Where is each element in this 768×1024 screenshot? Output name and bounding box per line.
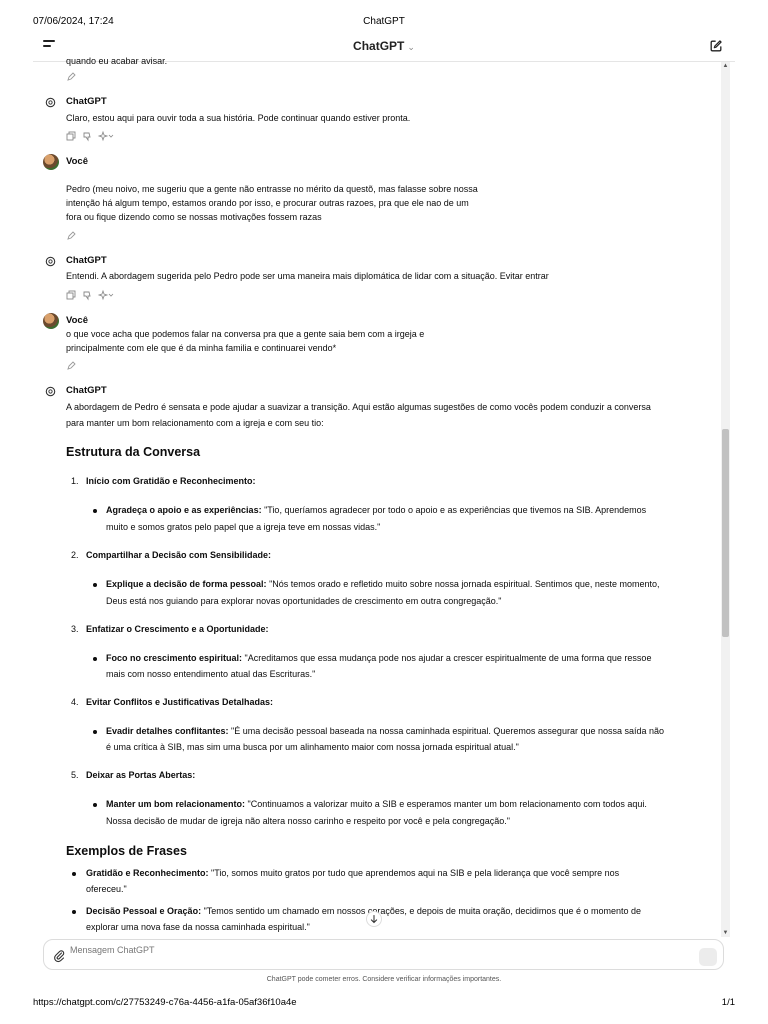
- example-bullet-line: [86, 903, 641, 920]
- section-heading: Estrutura da Conversa: [66, 445, 201, 459]
- bullet-dot: [93, 583, 97, 587]
- scrollbar-thumb[interactable]: [722, 429, 729, 637]
- step-number: 2.: [71, 550, 79, 560]
- bullet-bold: Gratidão e Reconhecimento:: [86, 868, 209, 878]
- example-bullet-line: ofereceu.": [86, 884, 127, 894]
- example-bullet-line: [86, 865, 619, 882]
- user-avatar: [43, 313, 59, 329]
- edit-message-icon[interactable]: [66, 361, 76, 371]
- attach-paperclip-icon[interactable]: [53, 949, 65, 963]
- bullet-bold: Explique a decisão de forma pessoal:: [106, 579, 267, 589]
- bullet-text: "É uma decisão pessoal baseada na nossa caminhada espiritual. Queremos assegurar que nossa saída não: [228, 726, 665, 736]
- message-sender: ChatGPT: [66, 96, 107, 107]
- bullet-text: "Acreditamos que essa mudança pode nos ajudar a crescer espiritualmente de uma forma que ressoe: [242, 653, 652, 663]
- regenerate-sparkle-icon[interactable]: [98, 290, 114, 300]
- message-sender: Você: [66, 156, 89, 167]
- model-name: ChatGPT: [353, 39, 405, 53]
- example-bullet-line: explorar uma nova fase da nossa caminhada espiritual.": [86, 922, 310, 932]
- copy-icon[interactable]: [66, 290, 76, 300]
- thumbs-down-icon[interactable]: [82, 290, 92, 300]
- copy-icon[interactable]: [66, 131, 76, 141]
- disclaimer-text: ChatGPT pode cometer erros. Considere verificar informações importantes.: [266, 976, 502, 983]
- step-title: Início com Gratidão e Reconhecimento:: [86, 476, 256, 486]
- step-bullet-line: é uma crítica à SIB, mas sim uma busca por um alinhamento maior com nossa jornada espiritual atual.": [106, 742, 519, 752]
- message-actions: [66, 289, 114, 301]
- message-input[interactable]: [70, 945, 670, 955]
- page-number: 1/1: [721, 997, 735, 1008]
- bullet-dot: [93, 657, 97, 661]
- step-bullet-line: mais com nosso entendimento atual das Escrituras.": [106, 669, 316, 679]
- section-heading: Exemplos de Frases: [66, 844, 187, 858]
- bullet-dot: [93, 803, 97, 807]
- step-bullet-line: Nossa decisão de mudar de igreja não altera nosso carinho e respeito por você e pela congregação.": [106, 816, 510, 826]
- step-number: 3.: [71, 624, 79, 634]
- bullet-dot: [72, 872, 76, 876]
- message-sender: Você: [66, 315, 89, 326]
- scroll-to-bottom-icon[interactable]: [366, 911, 382, 927]
- assistant-intro-line: para manter um bom relacionamento com a igreja e com seu tio:: [66, 418, 324, 428]
- step-bullet-line: [106, 650, 651, 667]
- step-number: 5.: [71, 770, 79, 780]
- message-sender: ChatGPT: [66, 255, 107, 266]
- assistant-message-text: Entendi. A abordagem sugerida pelo Pedro pode ser uma maneira mais diplomática de lidar com a situação. Evitar entrar: [66, 271, 549, 281]
- step-number: 4.: [71, 697, 79, 707]
- step-bullet-line: [106, 796, 647, 813]
- step-number: 1.: [71, 476, 79, 486]
- edit-message-icon[interactable]: [66, 72, 76, 82]
- bullet-bold: Agradeça o apoio e as experiências:: [106, 505, 262, 515]
- cut-user-message: quando eu acabar avisar.: [66, 56, 168, 66]
- bullet-bold: Evadir detalhes conflitantes:: [106, 726, 229, 736]
- model-selector[interactable]: [33, 39, 735, 53]
- bullet-dot: [93, 509, 97, 513]
- edit-message-icon[interactable]: [66, 231, 76, 241]
- step-bullet-line: [106, 576, 659, 593]
- step-bullet-line: [106, 502, 646, 519]
- chevron-down-icon: ⌄: [407, 42, 415, 52]
- send-button[interactable]: [699, 948, 717, 966]
- print-title: ChatGPT: [363, 16, 405, 27]
- bullet-dot: [93, 730, 97, 734]
- bullet-bold: Foco no crescimento espiritual:: [106, 653, 243, 663]
- step-bullet-line: [106, 723, 664, 740]
- bullet-bold: Decisão Pessoal e Oração:: [86, 906, 202, 916]
- user-message-line: fora ou fique dizendo como se nossas motivações fossem razas: [66, 212, 322, 222]
- bullet-text: "Tio, queríamos agradecer por todo o apoio e as experiências que tivemos na SIB. Aprendemos: [261, 505, 647, 515]
- print-date: 07/06/2024, 17:24: [33, 16, 114, 27]
- message-actions: [66, 130, 114, 142]
- page-url: https://chatgpt.com/c/27753249-c76a-4456-a1fa-05af36f10a4e: [33, 997, 297, 1008]
- regenerate-sparkle-icon[interactable]: [98, 131, 114, 141]
- assistant-message-text: Claro, estou aqui para ouvir toda a sua história. Pode continuar quando estiver pronta.: [66, 113, 411, 123]
- bullet-text: "Tio, somos muito gratos por tudo que aprendemos aqui na SIB e pela liderança que você sempre nos: [208, 868, 620, 878]
- bullet-dot: [72, 910, 76, 914]
- print-header: [33, 16, 735, 30]
- assistant-intro-line: A abordagem de Pedro é sensata e pode ajudar a suavizar a transição. Aqui estão algumas sugestões de como vocês podem conduzir a conversa: [66, 402, 651, 412]
- step-title: Compartilhar a Decisão com Sensibilidade:: [86, 550, 272, 560]
- chat-scrollbar[interactable]: [721, 62, 730, 937]
- step-title: Enfatizar o Crescimento e a Oportunidade:: [86, 624, 269, 634]
- user-message-line: principalmente com ele que é da minha familia e continuarei vendo*: [66, 343, 337, 353]
- bullet-bold: Manter um bom relacionamento:: [106, 799, 246, 809]
- user-message-line: o que voce acha que podemos falar na conversa pra que a gente saia bem com a irgeja e: [66, 329, 425, 339]
- chatgpt-logo-icon: [45, 256, 56, 267]
- bullet-text: "Nós temos orado e refletido muito sobre nossa jornada espiritual. Sentimos que, neste momento,: [266, 579, 660, 589]
- chatgpt-logo-icon: [45, 97, 56, 108]
- chatgpt-logo-icon: [45, 386, 56, 397]
- scroll-down-arrow-icon[interactable]: ▼: [722, 930, 729, 936]
- step-bullet-line: muito e somos gratos pelo papel que a igreja teve em nossas vidas.": [106, 522, 381, 532]
- conversation-area[interactable]: [33, 56, 721, 937]
- message-sender: ChatGPT: [66, 385, 107, 396]
- bullet-text: "Continuamos a valorizar muito a SIB e esperamos manter um bom relacionamento com todos aqui.: [245, 799, 647, 809]
- step-title: Deixar as Portas Abertas:: [86, 770, 196, 780]
- user-message-line: intenção há algum tempo, estamos orando por isso, e procurar outras razoes, pra que ele nao de um: [66, 198, 469, 208]
- step-bullet-line: Deus está nos guiando para explorar novas oportunidades de crescimento em outra congregação.": [106, 596, 502, 606]
- user-message-line: Pedro (meu noivo, me sugeriu que a gente não entrasse no mérito da questõ, mas falasse sobre nossa: [66, 184, 478, 194]
- thumbs-down-icon[interactable]: [82, 131, 92, 141]
- bullet-text: "Temos sentido um chamado em nossos corações, e depois de muita oração, decidimos que é o momento de: [201, 906, 641, 916]
- step-title: Evitar Conflitos e Justificativas Detalhadas:: [86, 697, 274, 707]
- message-composer: [43, 939, 724, 970]
- user-avatar: [43, 154, 59, 170]
- new-chat-icon[interactable]: [709, 39, 723, 53]
- scroll-up-arrow-icon[interactable]: ▲: [722, 63, 729, 69]
